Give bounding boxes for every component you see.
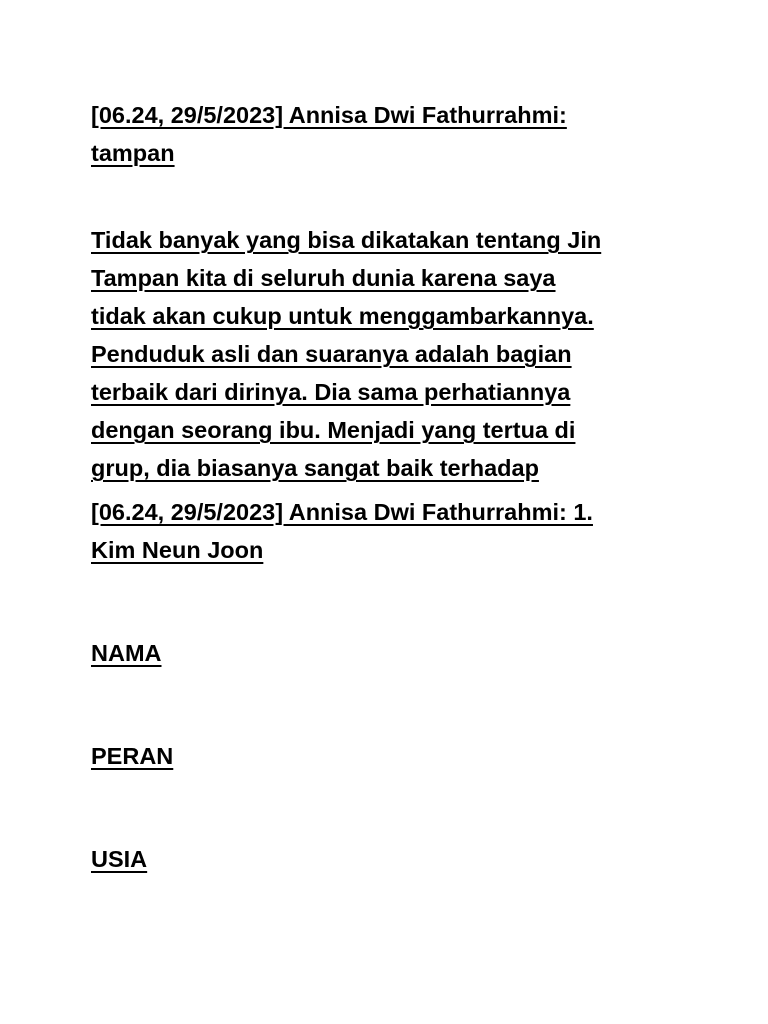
paragraph-line: terbaik dari dirinya. Dia sama perhatiannya	[91, 379, 571, 405]
paragraph-line: Tidak banyak yang bisa dikatakan tentang Jin	[91, 227, 602, 253]
field-label-peran: PERAN	[91, 743, 174, 769]
message-text-line: Kim Neun Joon	[91, 537, 264, 563]
paragraph-line: Penduduk asli dan suaranya adalah bagian	[91, 341, 572, 367]
paragraph-line: tidak akan cukup untuk menggambarkannya.	[91, 303, 594, 329]
field-label-nama: NAMA	[91, 640, 162, 666]
field-label-usia: USIA	[91, 846, 148, 872]
message-text-line: tampan	[91, 140, 175, 166]
paragraph-line: grup, dia biasanya sangat baik terhadap	[91, 455, 539, 481]
message-meta-line: [06.24, 29/5/2023] Annisa Dwi Fathurrahmi:	[91, 102, 567, 128]
chat-message-header	[91, 96, 731, 172]
document-page	[91, 96, 731, 878]
chat-message-second	[91, 493, 731, 569]
paragraph-line: Tampan kita di seluruh dunia karena saya	[91, 265, 556, 291]
message-meta-line: [06.24, 29/5/2023] Annisa Dwi Fathurrahmi: 1.	[91, 499, 593, 525]
paragraph-description	[91, 221, 731, 487]
paragraph-line: dengan seorang ibu. Menjadi yang tertua di	[91, 417, 576, 443]
